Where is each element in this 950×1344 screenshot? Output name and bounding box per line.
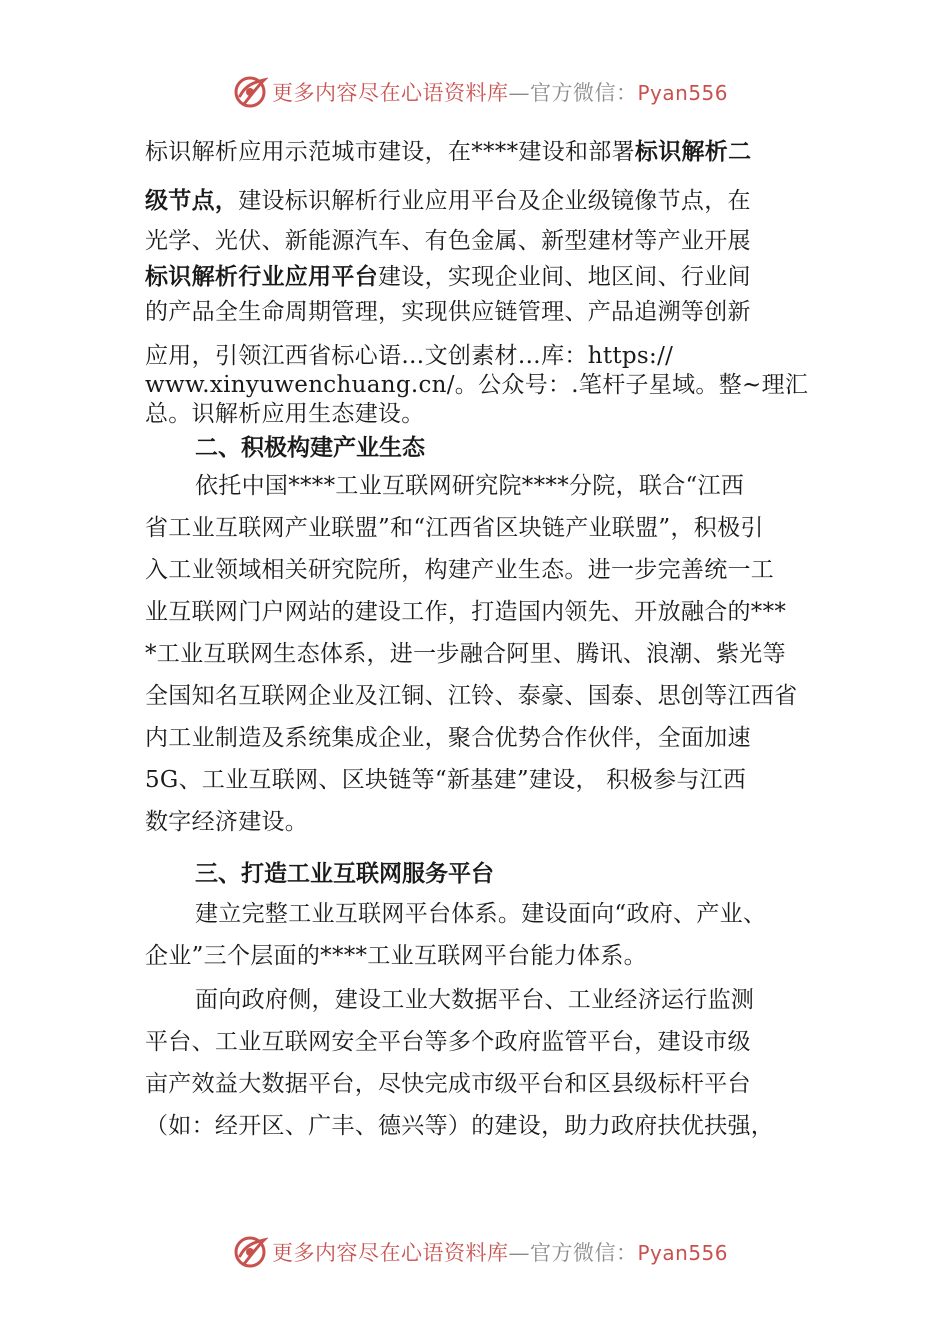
p2-line-1: 依托中国****工业互联网研究院****分院，联合“江西	[195, 473, 745, 499]
footer-brand: 更多内容尽在心语资料库	[272, 1241, 509, 1265]
p1-line-4-text: 建设，实现企业间、地区间、行业间	[378, 264, 751, 290]
p2-line-2: 省工业互联网产业联盟”和“江西省区块链产业联盟”，积极引	[145, 515, 764, 541]
p1-line-8: 总。识解析应用生态建设。	[145, 401, 425, 427]
p4-line-4: （如：经开区、广丰、德兴等）的建设，助力政府扶优扶强，	[145, 1113, 775, 1139]
p4-line-1: 面向政府侧，建设工业大数据平台、工业经济运行监测	[195, 987, 755, 1013]
p2-line-3: 入工业领域相关研究院所，构建产业生态。进一步完善统一工	[145, 557, 775, 583]
p1-line-2	[145, 186, 835, 216]
p2-line-8: 5G、工业互联网、区块链等“新基建”建设， 积极参与江西	[145, 767, 747, 793]
p2-line-5: *工业互联网生态体系，进一步融合阿里、腾讯、浪潮、紫光等	[145, 641, 786, 667]
p1-line-2-bold: 级节点，	[145, 188, 239, 214]
footer-label: 官方微信：	[530, 1241, 638, 1265]
p1-line-2-text: 建设标识解析行业应用平台及企业级镜像节点，在	[238, 188, 751, 214]
p2-line-6: 全国知名互联网企业及江铜、江铃、泰豪、国泰、思创等江西省	[145, 683, 798, 709]
p4-line-3: 亩产效益大数据平台，尽快完成市级平台和区县级标杆平台	[145, 1071, 751, 1097]
header-wechat-id: Pyan556	[637, 81, 729, 105]
p2-line-4: 业互联网门户网站的建设工作，打造国内领先、开放融合的***	[145, 599, 787, 625]
header-dash: —	[508, 81, 530, 105]
p1-line-7: www.xinyuwenchuang.cn/。公众号：.笔杆子星域。整~理汇	[145, 372, 809, 398]
header-label: 官方微信：	[530, 81, 638, 105]
p1-line-1	[145, 137, 835, 167]
p2-line-7: 内工业制造及系统集成企业，聚合优势合作伙伴，全面加速	[145, 725, 751, 751]
header-banner	[232, 72, 752, 112]
footer-banner	[232, 1232, 752, 1272]
p1-line-1-bold: 标识解析二	[634, 139, 752, 165]
footer-wechat-id: Pyan556	[637, 1241, 729, 1265]
section-heading-2: 二、积极构建产业生态	[195, 435, 425, 461]
p4-line-2: 平台、工业互联网安全平台等多个政府监管平台，建设市级	[145, 1029, 751, 1055]
p1-line-1-text: 标识解析应用示范城市建设，在****建设和部署	[145, 139, 635, 165]
footer-text	[272, 1237, 728, 1267]
section-heading-3: 三、打造工业互联网服务平台	[195, 861, 494, 887]
p3-line-1: 建立完整工业互联网平台体系。建设面向“政府、产业、	[195, 901, 767, 927]
header-brand: 更多内容尽在心语资料库	[272, 81, 509, 105]
header-text	[272, 77, 728, 107]
p1-line-3: 光学、光伏、新能源汽车、有色金属、新型建材等产业开展	[145, 228, 751, 254]
p1-line-4	[145, 262, 835, 292]
p3-line-2: 企业”三个层面的****工业互联网平台能力体系。	[145, 943, 647, 969]
p1-line-6: 应用，引领江西省标心语…文创素材…库：https://	[145, 343, 674, 369]
brand-logo-icon	[232, 74, 268, 110]
p1-line-5: 的产品全生命周期管理，实现供应链管理、产品追溯等创新	[145, 299, 751, 325]
p2-line-9: 数字经济建设。	[145, 809, 309, 835]
p1-line-4-bold: 标识解析行业应用平台	[145, 264, 378, 290]
brand-logo-icon	[232, 1234, 268, 1270]
footer-dash: —	[508, 1241, 530, 1265]
